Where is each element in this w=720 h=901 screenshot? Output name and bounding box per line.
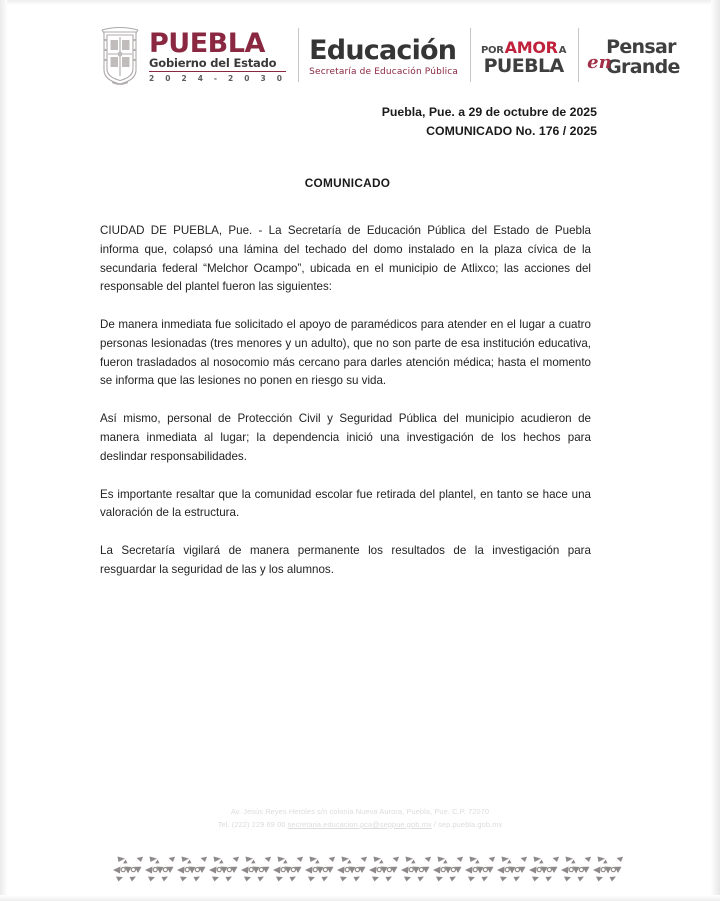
footer-phone: Tel. (222) 229 69 00 — [217, 819, 288, 829]
puebla-state-coat-of-arms-icon — [98, 24, 142, 86]
amor-por-text: POR — [481, 45, 504, 56]
pensar-text: Pensar — [606, 36, 676, 59]
logo-divider-1 — [298, 28, 299, 82]
decorative-triangular-band — [112, 856, 624, 884]
gobierno-del-estado-text: Gobierno del Estado — [149, 57, 286, 72]
paragraph: CIUDAD DE PUEBLA, Pue. - La Secretaría de Educación Pública del Estado de Puebla informa que, colapsó una lámina del techado del domo instalado en la plaza cívica de la secundaria federal “Melchor Ocampo”, ubicada en el municipio de Atlixco; las acciones del responsable del plantel fueron las siguientes: — [100, 224, 591, 294]
paragraph: De manera inmediata fue solicitado el apoyo de paramédicos para atender en el lugar a cuatro personas lesionadas (tres menores y un adulto), que no son parte de esa institución educativa, fueron trasladados al nosocomio más cercano para darles atención médica; hasta el momento se informa que las lesiones no ponen en riesgo su vida. — [100, 318, 591, 388]
logo-divider-3 — [578, 28, 579, 82]
footer-address: Av. Jesús Reyes Heroles s/n colonia Nueva Aurora, Puebla, Pue. C.P. 72070 — [230, 807, 490, 816]
amor-a-text: A — [558, 45, 567, 56]
paper-edge-top — [0, 0, 720, 5]
paper-edge-right — [711, 0, 720, 901]
pensar-en-text: en — [587, 51, 612, 73]
amor-puebla-text: PUEBLA — [483, 55, 564, 77]
logo-divider-2 — [470, 28, 471, 82]
communique-number: COMUNICADO No. 176 / 2025 — [426, 124, 597, 139]
document-body — [100, 222, 591, 580]
place-and-date: Puebla, Pue. a 29 de octubre de 2025 — [381, 105, 597, 119]
amor-amor-text: AMOR — [504, 38, 558, 57]
grande-text: Grande — [606, 55, 680, 78]
educacion-subtitle-text: Secretaría de Educación Pública — [309, 67, 459, 77]
puebla-wordmark-text: PUEBLA — [149, 27, 265, 59]
paper-edge-left — [0, 0, 7, 901]
footer-email-link[interactable]: secretaria.educacion.pca@seppue.gob.mx — [287, 819, 432, 829]
puebla-government-wordmark — [149, 27, 286, 83]
document-footer — [0, 806, 720, 831]
paper-edge-bottom — [0, 895, 720, 901]
paragraph: La Secretaría vigilará de manera permanente los resultados de la investigación para resguardar la seguridad de las y los alumnos. — [100, 544, 591, 576]
paragraph: Así mismo, personal de Protección Civil y Seguridad Pública del municipio acudieron de manera inmediata al lugar; la dependencia inició una investigación de los hechos para deslindar responsabilidades. — [100, 412, 591, 463]
page-title: COMUNICADO — [304, 176, 391, 190]
triangular-motif-band-icon — [112, 856, 624, 884]
footer-website: / sep.puebla.gob.mx — [431, 819, 503, 829]
educacion-wordmark — [309, 33, 458, 77]
pensar-en-grande-logo — [589, 33, 680, 77]
por-amor-a-puebla-logo — [481, 34, 566, 76]
letterhead — [98, 20, 680, 90]
administration-years-text: 2 0 2 4 - 2 0 3 0 — [149, 74, 287, 84]
educacion-wordmark-text: Educación — [309, 35, 457, 66]
footer-contact — [0, 819, 720, 832]
document-meta — [382, 103, 597, 141]
paragraph: Es importante resaltar que la comunidad escolar fue retirada del plantel, en tanto se hace una valoración de la estructura. — [100, 487, 591, 520]
